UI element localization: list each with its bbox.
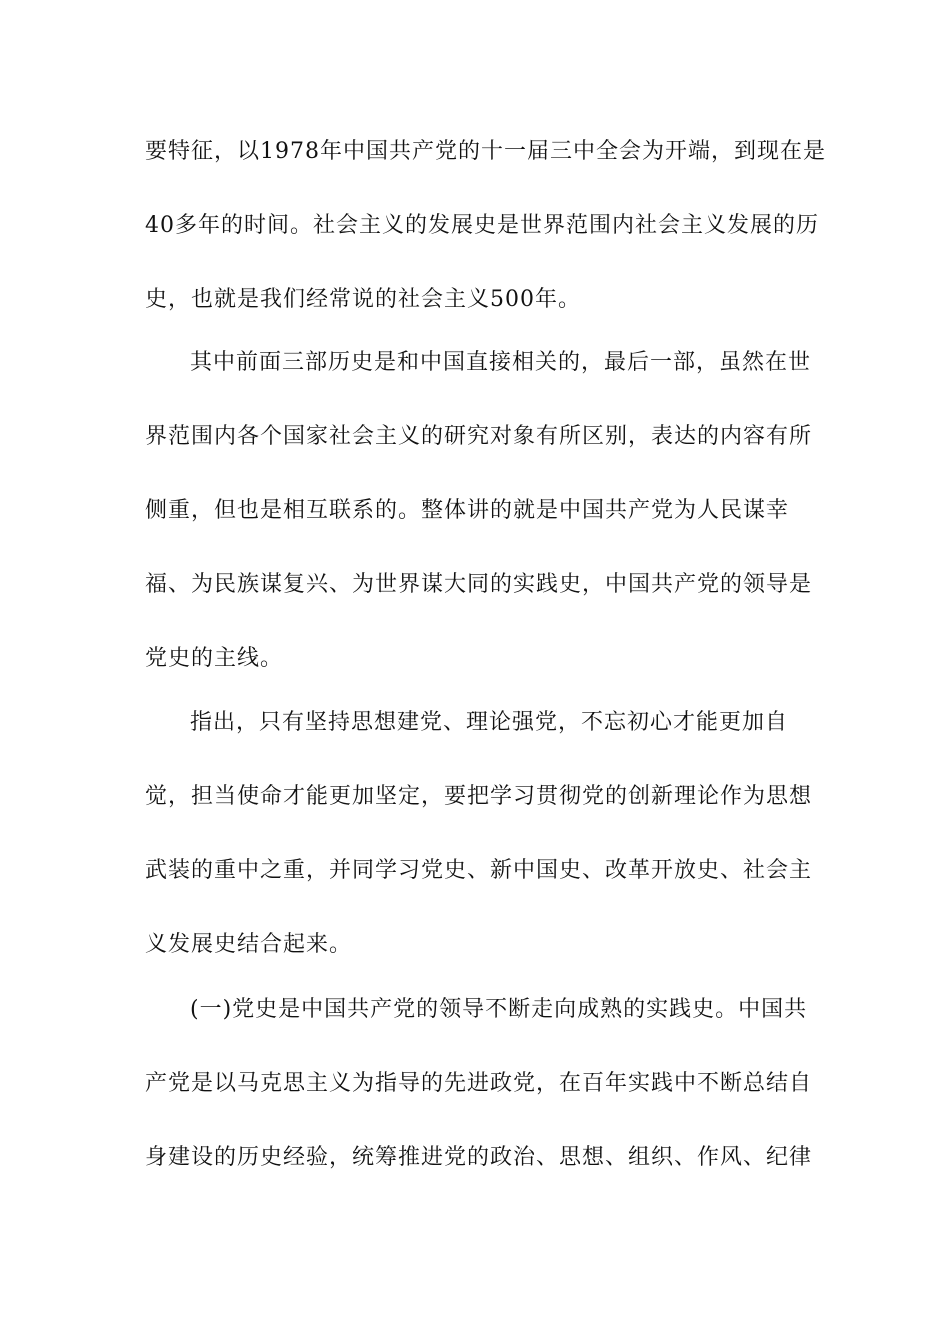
text-line: 40多年的时间。社会主义的发展史是世界范围内社会主义发展的历	[145, 213, 819, 238]
text-line: 界范围内各个国家社会主义的研究对象有所区别，表达的内容有所	[145, 424, 813, 449]
text-line: 党史的主线。	[145, 646, 284, 671]
text-line: 产党是以马克思主义为指导的先进政党，在百年实践中不断总结自	[145, 1071, 813, 1096]
text-line: 福、为民族谋复兴、为世界谋大同的实践史，中国共产党的领导是	[145, 572, 813, 597]
text-line: 要特征，以1978年中国共产党的十一届三中全会为开端，到现在是	[145, 139, 826, 164]
text-line: 武装的重中之重，并同学习党史、新中国史、改革开放史、社会主	[145, 858, 813, 883]
text-line: 义发展史结合起来。	[145, 932, 353, 957]
text-line: 觉，担当使命才能更加坚定，要把学习贯彻党的创新理论作为思想	[145, 784, 813, 809]
text-line: 史，也就是我们经常说的社会主义500年。	[145, 287, 581, 312]
text-line: 身建设的历史经验，统筹推进党的政治、思想、组织、作风、纪律	[145, 1145, 813, 1170]
paragraph-first-line: 指出，只有坚持思想建党、理论强党，不忘初心才能更加自	[190, 710, 789, 735]
paragraph-first-line: (一)党史是中国共产党的领导不断走向成熟的实践史。中国共	[190, 997, 808, 1022]
text-line: 侧重，但也是相互联系的。整体讲的就是中国共产党为人民谋幸	[145, 498, 790, 523]
paragraph-first-line: 其中前面三部历史是和中国直接相关的，最后一部，虽然在世	[190, 350, 812, 375]
